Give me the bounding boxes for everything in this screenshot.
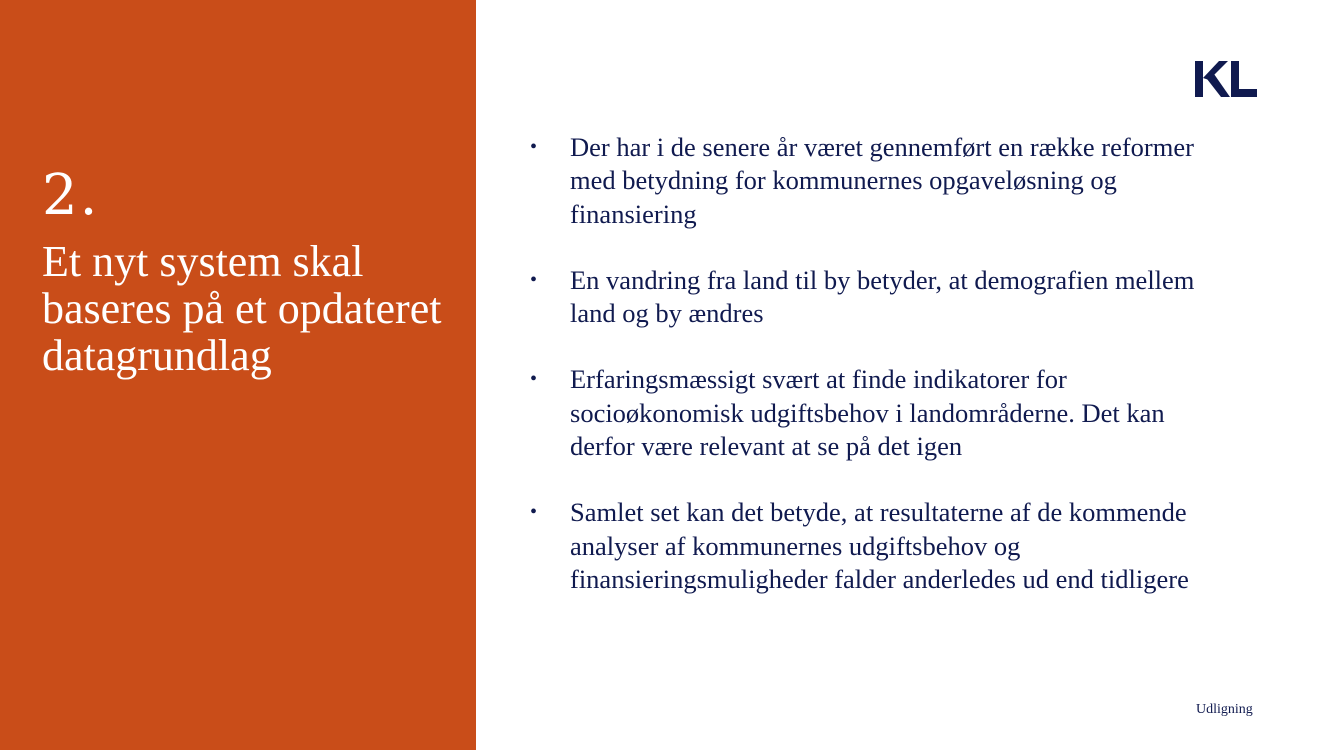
bullet-marker: • [530, 368, 538, 391]
section-panel [0, 0, 476, 750]
bullet-text: Erfaringsmæssigt svært at finde indikatorer for socioøkonomisk udgiftsbehov i landområderne. Det kan derfor være relevant at se på det igen [570, 364, 1165, 462]
footer-label: Udligning [1196, 702, 1253, 717]
section-number: 2. [42, 163, 100, 228]
bullet-item [530, 264, 1230, 331]
bullet-marker: • [530, 501, 538, 524]
bullet-item [530, 496, 1230, 596]
bullet-list [530, 131, 1230, 629]
bullet-text: Der har i de senere år været gennemført en række reformer med betydning for kommunernes opgaveløsning og finansiering [570, 132, 1194, 229]
bullet-marker: • [530, 136, 538, 158]
bullet-item [530, 131, 1230, 231]
bullet-item [530, 363, 1230, 463]
section-title: Et nyt system skal baseres på et opdateret datagrundlag [42, 237, 442, 380]
kl-logo [1194, 61, 1258, 97]
bullet-text: En vandring fra land til by betyder, at demografien mellem land og by ændres [570, 264, 1195, 329]
bullet-text: Samlet set kan det betyde, at resultaterne af de kommende analyser af kommunernes udgiftsbehov og finansieringsmuligheder falder anderledes ud end tidligere [570, 497, 1189, 594]
bullet-marker: • [530, 268, 538, 291]
